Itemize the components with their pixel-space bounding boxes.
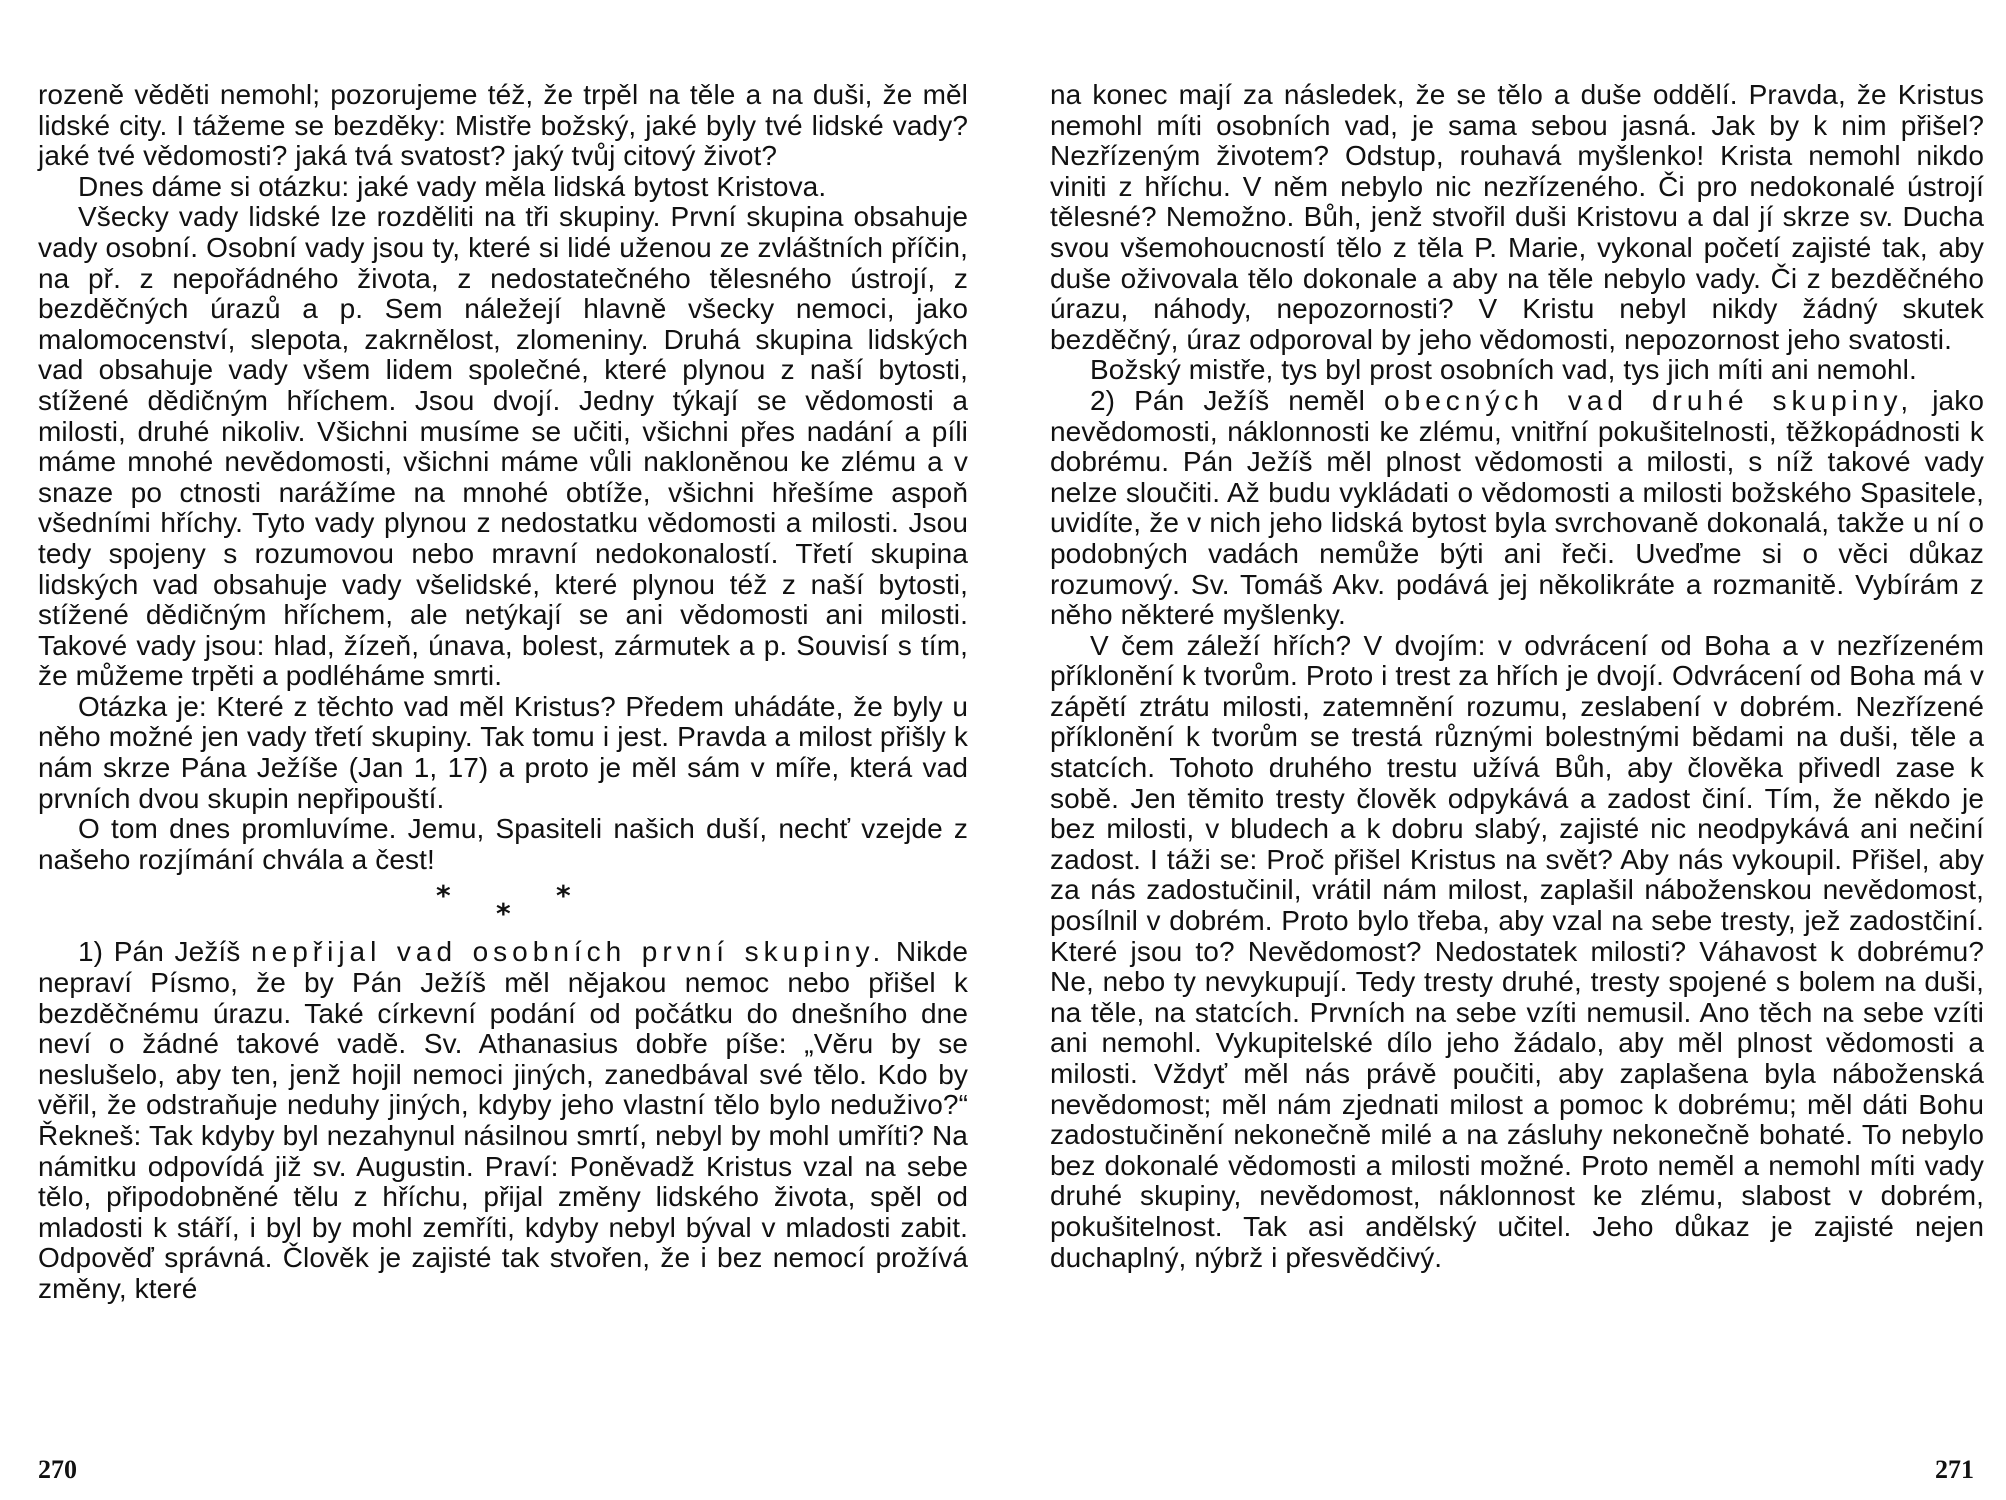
paragraph: rozeně věděti nemohl; pozorujeme též, že trpěl na těle a na duši, že měl lidské city. I tážeme se bezděky: Mistře božský, jaké byly tvé lidské vady? jaké tvé vědomosti? jaká tvá svatost? jaký tvůj citový život? (38, 79, 968, 172)
paragraph: na konec mají za následek, že se tělo a duše oddělí. Pravda, že Kristus nemohl míti osobních vad, je sama sebou jasná. Jak by k nim přišel? Nezřízeným životem? Odstup, rouhavá myšlenko! Krista nemohl nikdo viniti z hříchu. V něm nebylo nic nezřízeného. Či pro nedokonalé ústrojí tělesné? Nemožno. Bůh, jenž stvořil duši Kristovu a dal jí skrze sv. Ducha svou všemohoucností tělo z těla P. Marie, vykonal početí zajisté tak, aby duše oživovala tělo dokonale a aby na těle nebylo vady. Či z bezděčného úrazu, náhody, nepozornosti? V Kristu nebyl nikdy žádný skutek bezděčný, úraz odporoval by jeho vědomosti, nepozornost jeho svatosti. (1050, 79, 1984, 355)
page-number: 270 (38, 1455, 77, 1484)
section-lead: 1) Pán Ježíš (78, 936, 241, 968)
paragraph-section-2 (1050, 386, 1984, 631)
left-page-text (38, 80, 968, 1305)
paragraph: Otázka je: Které z těchto vad měl Kristus? Předem uhádáte, že byly u něho možné jen vady třetí skupiny. Tak tomu i jest. Pravda a milost přišly k nám skrze Pána Ježíše (Jan 1, 17) a proto je měl sám v míře, která vad prvních dvou skupin nepřipouští. (38, 690, 968, 814)
paragraph: Božský mistře, tys byl prost osobních vad, tys jich míti ani nemohl. (1090, 354, 1917, 386)
spaced-emphasis: obecných vad druhé skupiny, (1384, 384, 1914, 416)
asterisk: * (556, 879, 571, 913)
paragraph: O tom dnes promluvíme. Jemu, Spasiteli našich duší, nechť vzejde z našeho rozjímání chvála a čest! (38, 813, 968, 875)
section-body: Nikde nepraví Písmo, že by Pán Ježíš měl nějakou nemoc nebo přišel k bezděčnému úrazu. Také církevní podání od počátku do dnešního dne neví o žádné takové vadě. Sv. Athanasius dobře píše: „Věru by se neslušelo, aby ten, jenž hojil nemoci jiných, zanedbával své tělo. Kdo by věřil, že odstraňuje neduhy jiných, kdyby jeho vlastní tělo bylo neduživo?“ Řekneš: Tak kdyby byl nezahynul násilnou smrtí, nebyl by mohl umříti? Na námitku odpovídá již sv. Augustin. Praví: Poněvadž Kristus vzal na sebe tělo, připodobněné tělu z hříchu, přijal změny lidského života, spěl od mladosti k stáří, i byl by mohl zemříti, kdyby nebyl býval v mladosti zabit. Odpověď správná. Člověk je zajisté tak stvořen, že i bez nemocí prožívá změny, které (38, 936, 969, 1304)
spaced-emphasis: nepřijal vad osobních první skupiny. (251, 936, 886, 968)
right-page (1050, 0, 1984, 1500)
paragraph: V čem záleží hřích? V dvojím: v odvrácení od Boha a v nezřízeném příklonění k tvorům. Proto i trest za hřích je dvojí. Odvrácení od Boha má v zápětí ztrátu milosti, zatemnění rozumu, zeslabení v dobrém. Nezřízené příklonění k tvorům se trestá různými bolestnými bědami na duši, těle a statcích. Tohoto druhého trestu užívá Bůh, aby člověka přivedl zase k sobě. Jen těmito tresty člověk odpykává a zadost činí. Tím, že někdo je bez milosti, v bludech a k dobru slabý, zajisté nic neodpykává ani nečiní zadost. I táži se: Proč přišel Kristus na svět? Aby nás vykoupil. Přišel, aby za nás zadostučinil, vrátil nám milost, zaplašil náboženskou nevědomost, posílnil v dobrém. Proto bylo třeba, aby vzal na sebe tresty, jež zadostčiní. Které jsou to? Nevědomost? Nedostatek milosti? Váhavost k dobrému? Ne, nebo ty nevykupují. Tedy tresty druhé, tresty spojené s bolem na duši, na těle, na statcích. Prvních na sebe vzíti nemusil. Ano těch na sebe vzíti ani nemohl. Vykupitelské dílo jeho žádalo, aby měl plnost vědomosti a milosti. Vždyť měl nás právě poučiti, aby zaplašena byla náboženská nevědomost; měl nám zjednati milost a pomoc k dobrému; měl dáti Bohu zadostučinění nekonečně milé a na zásluhy nekonečně bohaté. To nebylo bez dokonalé vědomosti a milosti možné. Proto neměl a nemohl míti vady druhé skupiny, nevědomost, náklonnost ke zlému, slabost v dobrém, pokušitelnost. Tak asi andělský učitel. Jeho důkaz je zajisté nejen duchaplný, nýbrž i přesvědčivý. (1050, 629, 1984, 1273)
asterisk: * (436, 879, 451, 913)
asterisk: * (496, 897, 511, 931)
paragraph-section-1 (38, 937, 968, 1304)
section-lead: 2) Pán Ježíš neměl (1090, 384, 1365, 416)
right-page-text (1050, 80, 1984, 1273)
paragraph: Dnes dáme si otázku: jaké vady měla lidská bytost Kristova. (78, 170, 827, 202)
paragraph: Všecky vady lidské lze rozděliti na tři skupiny. První skupina obsahuje vady osobní. Osobní vady jsou ty, které si lidé uženou ze zvláštních příčin, na př. z nepořádného života, z nedostatečného tělesného ústrojí, z bezděčných úrazů a p. Sem náležejí hlavně všecky nemoci, jako malomocenství, slepota, zakrnělost, zlomeniny. Druhá skupina lidských vad obsahuje vady všem lidem společné, které plynou z naší bytosti, stížené dědičným hříchem. Jsou dvojí. Jedny týkají se vědomosti a milosti, druhé nikoliv. Všichni musíme se učiti, všichni přes nadání a píli máme mnohé nevědomosti, všichni máme vůli nakloněnou ke zlému a v snaze po ctnosti narážíme na mnohé obtíže, všichni hřešíme aspoň všedními hříchy. Tyto vady plynou z nedostatku vědomosti a milosti. Jsou tedy spojeny s rozumovou nebo mravní nedokonalostí. Třetí skupina lidských vad obsahuje vady všelidské, které plynou též z naší bytosti, stížené dědičným hříchem, ale netýkají se ani vědomosti ani milosti. Takové vady jsou: hlad, žízeň, únava, bolest, zármutek a p. Souvisí s tím, že můžeme trpěti a podléháme smrti. (38, 201, 968, 692)
section-divider-asterisks (38, 877, 968, 931)
section-body: jako nevědomosti, náklonnosti ke zlému, vnitřní pokušitelnosti, těžkopádnosti k dobrému. Pán Ježíš měl plnost vědomosti a milosti, s níž takové vady nelze sloučiti. Až budu vykládati o vědomosti a milosti božského Spasitele, uvidíte, že v nich jeho lidská bytost byla svrchovaně dokonalá, takže u ní o podobných vadách nemůže býti ani řeči. Uveďme si o věci důkaz rozumový. Sv. Tomáš Akv. podává jej několikráte a rozmanitě. Vybírám z něho některé myšlenky. (1050, 384, 1984, 631)
page-number: 271 (1935, 1455, 1974, 1484)
left-page (38, 0, 968, 1500)
